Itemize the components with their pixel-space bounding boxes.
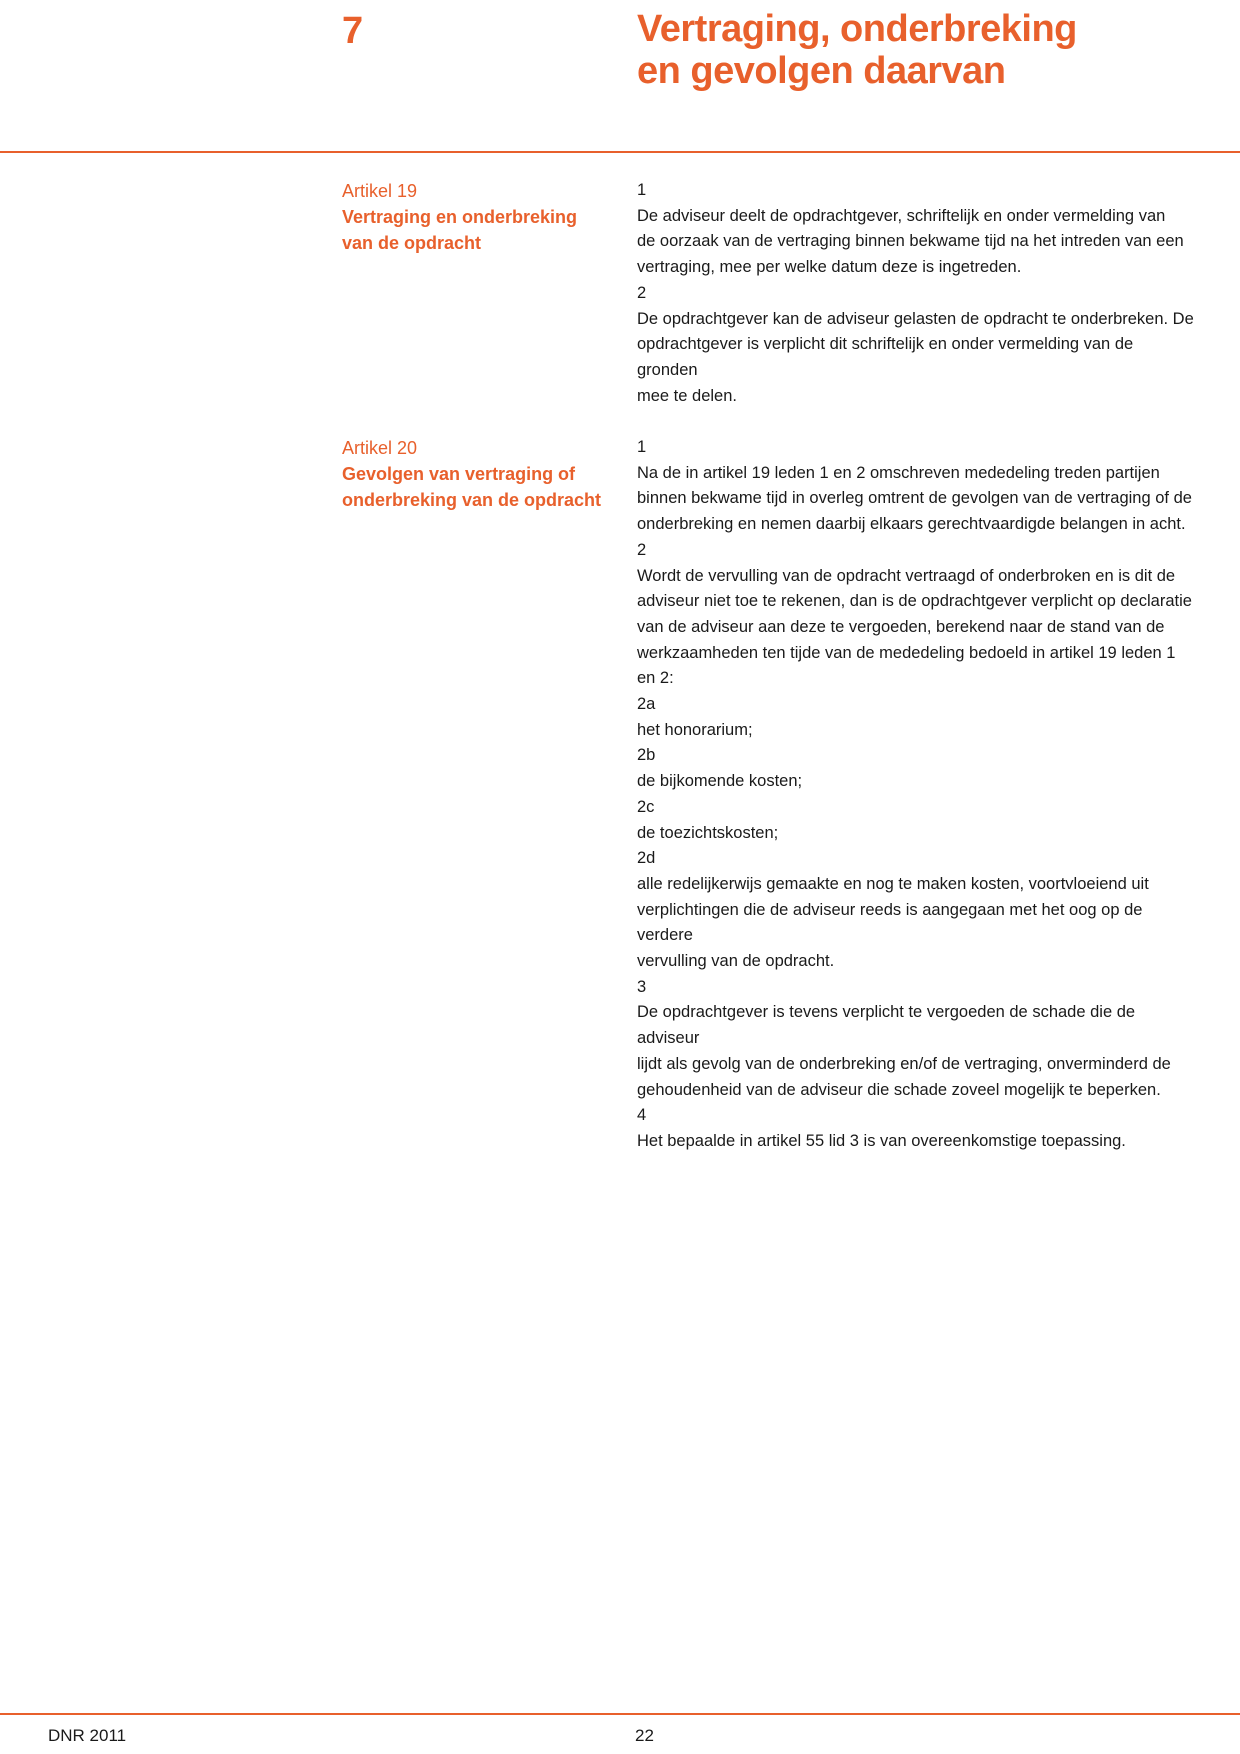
paragraph-number: 4 [637, 1106, 647, 1125]
article-heading [342, 435, 612, 513]
paragraph-line: adviseur niet toe te rekenen, dan is de opdrachtgever verplicht op declaratie [637, 592, 1192, 611]
paragraph-line: vertraging, mee per welke datum deze is ingetreden. [637, 258, 1022, 277]
paragraph-number: 1 [637, 438, 647, 456]
paragraph-number: 2d [637, 849, 656, 868]
chapter-title-line-2: en gevolgen daarvan [637, 50, 1006, 92]
paragraph [637, 846, 1197, 975]
footer-divider [0, 1713, 1240, 1715]
paragraph-line: het honorarium; [637, 720, 753, 739]
page-number: 22 [635, 1726, 654, 1745]
paragraph-number: 2b [637, 746, 656, 765]
article-title-line-1: Gevolgen van vertraging of [342, 464, 576, 484]
article-title-line-1: Vertraging en onderbreking [342, 207, 578, 227]
paragraph-line: vervulling van de opdracht. [637, 952, 835, 971]
paragraph [637, 538, 1197, 692]
article-title-line-2: van de opdracht [342, 233, 482, 253]
paragraph-number: 1 [637, 181, 647, 199]
paragraph-line: binnen bekwame tijd in overleg omtrent de gevolgen van de vertraging of de [637, 489, 1192, 508]
paragraph-line: Het bepaalde in artikel 55 lid 3 is van overeenkomstige toepassing. [637, 1131, 1126, 1150]
paragraph [637, 795, 1197, 846]
paragraph-line: en 2: [637, 669, 674, 688]
paragraph-line: de oorzaak van de vertraging binnen bekwame tijd na het intreden van een [637, 232, 1184, 251]
paragraph [637, 975, 1197, 1104]
paragraph [637, 692, 1197, 743]
paragraph [637, 435, 1197, 538]
article-heading [342, 178, 612, 256]
paragraph-line: lijdt als gevolg van de onderbreking en/of de vertraging, onverminderd de [637, 1054, 1171, 1073]
paragraph-line: verplichtingen die de adviseur reeds is aangegaan met het oog op de verdere [637, 900, 1143, 945]
article-number: Artikel 20 [342, 438, 418, 458]
paragraph [637, 1103, 1197, 1154]
footer-document-label: DNR 2011 [48, 1726, 127, 1745]
chapter-title [637, 8, 1197, 92]
paragraph-line: alle redelijkerwijs gemaakte en nog te maken kosten, voortvloeiend uit [637, 874, 1149, 893]
article-body [637, 435, 1197, 1155]
paragraph-line: De opdrachtgever kan de adviseur gelasten de opdracht te onderbreken. De [637, 309, 1194, 328]
paragraph-line: mee te delen. [637, 386, 737, 405]
paragraph-line: de bijkomende kosten; [637, 772, 803, 791]
header-divider [0, 151, 1240, 153]
paragraph-line: van de adviseur aan deze te vergoeden, berekend naar de stand van de [637, 617, 1165, 636]
paragraph-line: gehoudenheid van de adviseur die schade zoveel mogelijk te beperken. [637, 1080, 1161, 1099]
paragraph [637, 281, 1197, 410]
paragraph-line: onderbreking en nemen daarbij elkaars gerechtvaardigde belangen in acht. [637, 515, 1186, 534]
paragraph [637, 178, 1197, 281]
article-number: Artikel 19 [342, 181, 418, 201]
paragraph-number: 3 [637, 977, 647, 996]
paragraph [637, 743, 1197, 794]
chapter-title-line-1: Vertraging, onderbreking [637, 8, 1077, 50]
paragraph-line: de toezichtskosten; [637, 823, 779, 842]
paragraph-number: 2 [637, 540, 647, 559]
paragraph-line: Wordt de vervulling van de opdracht vertraagd of onderbroken en is dit de [637, 566, 1176, 585]
paragraph-line: opdrachtgever is verplicht dit schriftelijk en onder vermelding van de gronden [637, 335, 1134, 379]
paragraph-number: 2c [637, 797, 655, 816]
article-title-line-2: onderbreking van de opdracht [342, 490, 602, 510]
paragraph-number: 2a [637, 695, 656, 714]
paragraph-line: De opdrachtgever is tevens verplicht te vergoeden de schade die de adviseur [637, 1003, 1136, 1048]
paragraph-number: 2 [637, 283, 647, 302]
article-body [637, 178, 1197, 409]
paragraph-line: werkzaamheden ten tijde van de mededeling bedoeld in artikel 19 leden 1 [637, 643, 1176, 662]
paragraph-line: De adviseur deelt de opdrachtgever, schriftelijk en onder vermelding van [637, 206, 1166, 225]
paragraph-line: Na de in artikel 19 leden 1 en 2 omschreven mededeling treden partijen [637, 463, 1160, 482]
chapter-number: 7 [342, 10, 364, 52]
